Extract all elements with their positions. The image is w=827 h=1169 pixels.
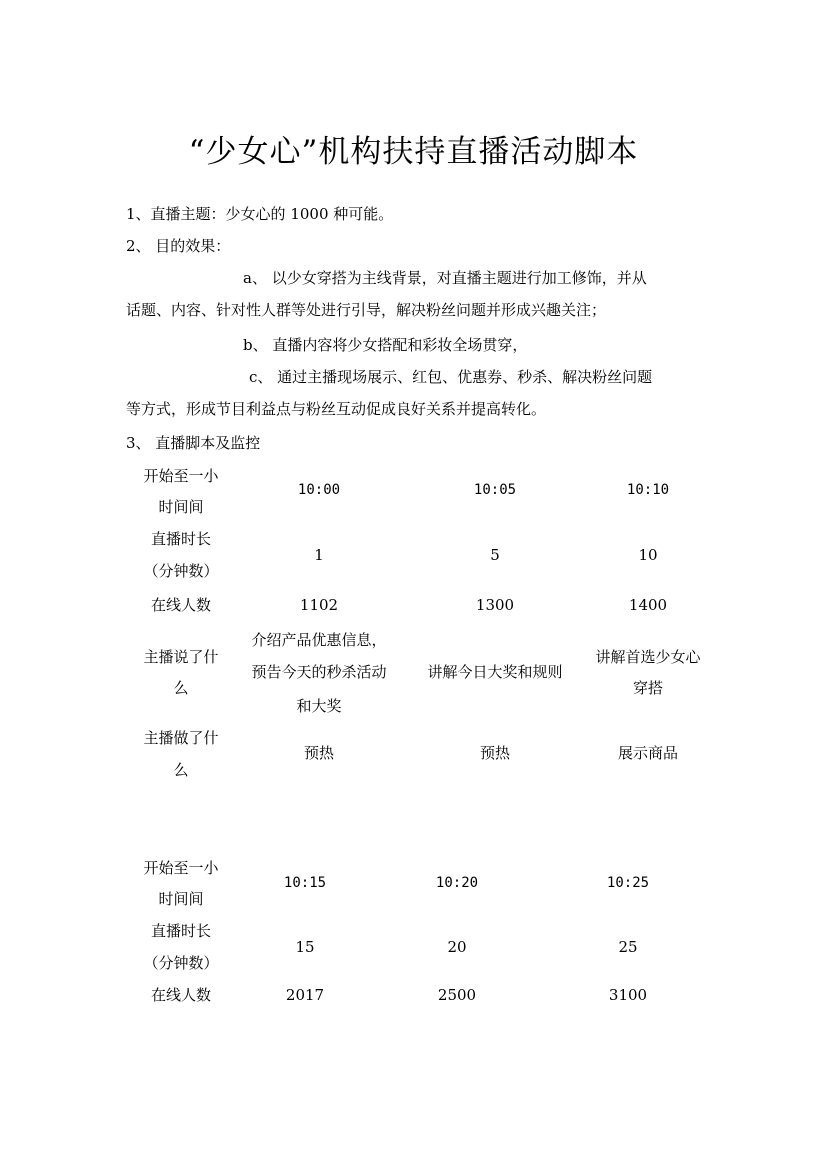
did-cell: 预热 [303, 744, 334, 762]
online-cell: 1400 [628, 596, 668, 614]
online-cell: 2500 [437, 986, 477, 1004]
duration-cell: 25 [618, 938, 638, 956]
online-cell: 3100 [608, 986, 648, 1004]
said-cell-1-line2: 预告今天的秒杀活动 [251, 663, 387, 681]
label-duration-line2: （分钟数） [143, 562, 219, 580]
label-time-line2: 时间间 [158, 498, 204, 516]
time-cell: 10:00 [297, 482, 341, 498]
duration-cell: 1 [314, 546, 324, 564]
online-cell: 1300 [475, 596, 515, 614]
said-cell-2: 讲解今日大奖和规则 [427, 663, 563, 681]
section-1-theme: 1、直播主题：少女心的 1000 种可能。 [126, 205, 394, 223]
label-online: 在线人数 [150, 596, 211, 614]
time-cell: 10:25 [606, 875, 650, 891]
time-cell: 10:05 [473, 482, 517, 498]
label-duration-line1: 直播时长 [150, 530, 211, 548]
said-cell-3-line2: 穿搭 [632, 679, 663, 697]
time-cell: 10:10 [626, 482, 670, 498]
online-cell: 1102 [299, 596, 339, 614]
label-duration-line1: 直播时长 [150, 922, 211, 940]
duration-cell: 15 [295, 938, 315, 956]
label-online: 在线人数 [150, 986, 211, 1004]
section-2-goal: 2、 目的效果： [126, 237, 231, 255]
label-said-line2: 么 [173, 679, 189, 697]
label-did-line1: 主播做了什 [143, 729, 219, 747]
label-time-line2: 时间间 [158, 890, 204, 908]
time-cell: 10:15 [283, 875, 327, 891]
said-cell-1-line3: 和大奖 [296, 697, 342, 715]
did-cell: 展示商品 [617, 744, 678, 762]
goal-a-line2: 话题、内容、针对性人群等处进行引导，解决粉丝问题并形成兴趣关注； [126, 301, 607, 319]
section-3-script: 3、 直播脚本及监控 [126, 434, 261, 452]
said-cell-3-line1: 讲解首选少女心 [595, 648, 701, 666]
duration-cell: 5 [490, 546, 500, 564]
goal-c-line2: 等方式，形成节目利益点与粉丝互动促成良好关系并提高转化。 [126, 400, 547, 418]
did-cell: 预热 [479, 744, 510, 762]
label-time-line1: 开始至一小 [143, 467, 219, 485]
goal-a-line1: a、 以少女穿搭为主线背景，对直播主题进行加工修饰，并从 [243, 269, 647, 287]
goal-b-line: b、 直播内容将少女搭配和彩妆全场贯穿， [243, 336, 528, 354]
said-cell-1-line1: 介绍产品优惠信息， [251, 631, 387, 649]
online-cell: 2017 [285, 986, 325, 1004]
goal-c-line1: c、 通过主播现场展示、红包、优惠券、秒杀、解决粉丝问题 [249, 368, 653, 386]
page-title: “少女心”机构扶持直播活动脚本 [188, 134, 639, 170]
label-said-line1: 主播说了什 [143, 648, 219, 666]
duration-cell: 10 [638, 546, 658, 564]
time-cell: 10:20 [435, 875, 479, 891]
duration-cell: 20 [447, 938, 467, 956]
label-did-line2: 么 [173, 761, 189, 779]
label-duration-line2: （分钟数） [143, 954, 219, 972]
label-time-line1: 开始至一小 [143, 859, 219, 877]
